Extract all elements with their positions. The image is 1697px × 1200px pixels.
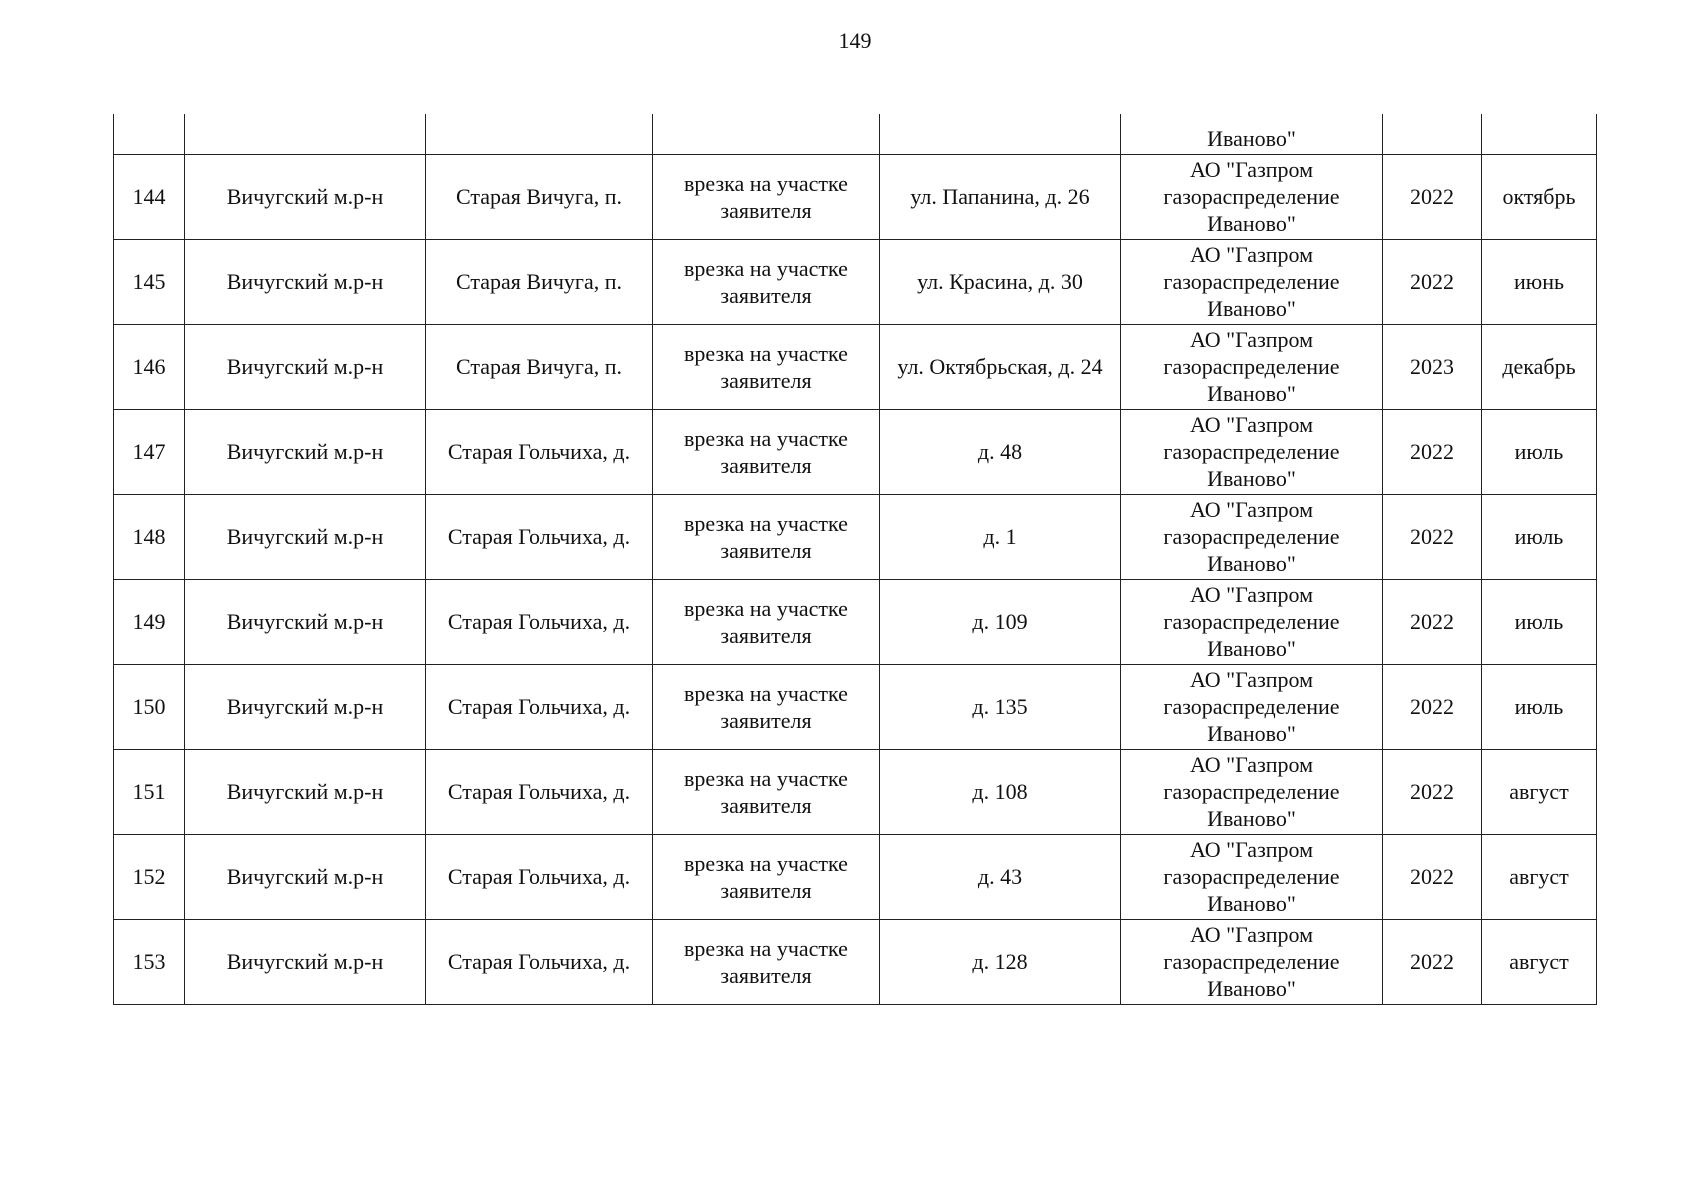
cell-year: 2022: [1383, 919, 1482, 1004]
table-row: [114, 579, 1597, 664]
cell-num: 152: [114, 834, 185, 919]
table-row: [114, 664, 1597, 749]
cell-district: Вичугский м.р-н: [185, 494, 426, 579]
cell-address: ул. Папанина, д. 26: [880, 154, 1121, 239]
table-row: [114, 494, 1597, 579]
cell-num: 145: [114, 239, 185, 324]
cell-organization: АО "Газпром газораспределение Иваново": [1121, 579, 1383, 664]
cell-organization: АО "Газпром газораспределение Иваново": [1121, 664, 1383, 749]
cell-district: Вичугский м.р-н: [185, 239, 426, 324]
cell-num: [114, 114, 185, 154]
cell-organization: АО "Газпром газораспределение Иваново": [1121, 239, 1383, 324]
cell-district: Вичугский м.р-н: [185, 154, 426, 239]
cell-work-type: врезка на участке заявителя: [653, 834, 880, 919]
cell-year: 2022: [1383, 834, 1482, 919]
cell-work-type: врезка на участке заявителя: [653, 154, 880, 239]
cell-work-type: врезка на участке заявителя: [653, 409, 880, 494]
cell-work-type: врезка на участке заявителя: [653, 239, 880, 324]
cell-year: 2022: [1383, 579, 1482, 664]
cell-district: Вичугский м.р-н: [185, 664, 426, 749]
cell-organization: АО "Газпром газораспределение Иваново": [1121, 409, 1383, 494]
cell-month: июль: [1482, 409, 1597, 494]
cell-month: август: [1482, 834, 1597, 919]
cell-month: июль: [1482, 494, 1597, 579]
cell-settlement: Старая Гольчиха, д.: [426, 749, 653, 834]
cell-num: 146: [114, 324, 185, 409]
cell-month: июль: [1482, 664, 1597, 749]
cell-settlement: Старая Гольчиха, д.: [426, 834, 653, 919]
table-row-continuation: [114, 114, 1597, 154]
cell-work-type: врезка на участке заявителя: [653, 664, 880, 749]
cell-address: д. 48: [880, 409, 1121, 494]
cell-num: 151: [114, 749, 185, 834]
cell-settlement: [426, 114, 653, 154]
cell-address: д. 43: [880, 834, 1121, 919]
cell-work-type: [653, 114, 880, 154]
cell-address: д. 1: [880, 494, 1121, 579]
cell-month: август: [1482, 919, 1597, 1004]
cell-month: декабрь: [1482, 324, 1597, 409]
cell-num: 147: [114, 409, 185, 494]
cell-work-type: врезка на участке заявителя: [653, 919, 880, 1004]
cell-num: 148: [114, 494, 185, 579]
cell-work-type: врезка на участке заявителя: [653, 749, 880, 834]
cell-organization: АО "Газпром газораспределение Иваново": [1121, 154, 1383, 239]
gasification-schedule-table: [113, 114, 1597, 1005]
cell-address: ул. Октябрьская, д. 24: [880, 324, 1121, 409]
cell-month: октябрь: [1482, 154, 1597, 239]
cell-settlement: Старая Гольчиха, д.: [426, 664, 653, 749]
cell-district: [185, 114, 426, 154]
cell-address: ул. Красина, д. 30: [880, 239, 1121, 324]
cell-organization: АО "Газпром газораспределение Иваново": [1121, 749, 1383, 834]
cell-work-type: врезка на участке заявителя: [653, 579, 880, 664]
cell-year: 2023: [1383, 324, 1482, 409]
cell-settlement: Старая Гольчиха, д.: [426, 409, 653, 494]
cell-year: [1383, 114, 1482, 154]
cell-month: [1482, 114, 1597, 154]
cell-address: д. 109: [880, 579, 1121, 664]
cell-month: август: [1482, 749, 1597, 834]
cell-district: Вичугский м.р-н: [185, 749, 426, 834]
cell-num: 149: [114, 579, 185, 664]
table-row: [114, 834, 1597, 919]
cell-year: 2022: [1383, 239, 1482, 324]
cell-district: Вичугский м.р-н: [185, 834, 426, 919]
cell-num: 144: [114, 154, 185, 239]
cell-organization: АО "Газпром газораспределение Иваново": [1121, 324, 1383, 409]
cell-year: 2022: [1383, 494, 1482, 579]
cell-settlement: Старая Гольчиха, д.: [426, 494, 653, 579]
cell-district: Вичугский м.р-н: [185, 324, 426, 409]
cell-settlement: Старая Гольчиха, д.: [426, 579, 653, 664]
cell-organization: АО "Газпром газораспределение Иваново": [1121, 834, 1383, 919]
cell-settlement: Старая Гольчиха, д.: [426, 919, 653, 1004]
cell-settlement: Старая Вичуга, п.: [426, 154, 653, 239]
cell-year: 2022: [1383, 749, 1482, 834]
cell-address: д. 108: [880, 749, 1121, 834]
cell-district: Вичугский м.р-н: [185, 579, 426, 664]
cell-year: 2022: [1383, 664, 1482, 749]
cell-work-type: врезка на участке заявителя: [653, 494, 880, 579]
cell-year: 2022: [1383, 154, 1482, 239]
cell-month: июнь: [1482, 239, 1597, 324]
cell-address: д. 128: [880, 919, 1121, 1004]
cell-year: 2022: [1383, 409, 1482, 494]
table-row: [114, 239, 1597, 324]
cell-district: Вичугский м.р-н: [185, 919, 426, 1004]
cell-address: [880, 114, 1121, 154]
table-row: [114, 749, 1597, 834]
cell-settlement: Старая Вичуга, п.: [426, 239, 653, 324]
cell-organization: АО "Газпром газораспределение Иваново": [1121, 494, 1383, 579]
table-row: [114, 919, 1597, 1004]
table-row: [114, 324, 1597, 409]
cell-organization: АО "Газпром газораспределение Иваново": [1121, 919, 1383, 1004]
table-row: [114, 409, 1597, 494]
cell-num: 153: [114, 919, 185, 1004]
table-row: [114, 154, 1597, 239]
cell-work-type: врезка на участке заявителя: [653, 324, 880, 409]
cell-district: Вичугский м.р-н: [185, 409, 426, 494]
cell-month: июль: [1482, 579, 1597, 664]
cell-settlement: Старая Вичуга, п.: [426, 324, 653, 409]
cell-organization: Иваново": [1121, 114, 1383, 154]
cell-num: 150: [114, 664, 185, 749]
page-number: 149: [838, 28, 872, 53]
cell-address: д. 135: [880, 664, 1121, 749]
